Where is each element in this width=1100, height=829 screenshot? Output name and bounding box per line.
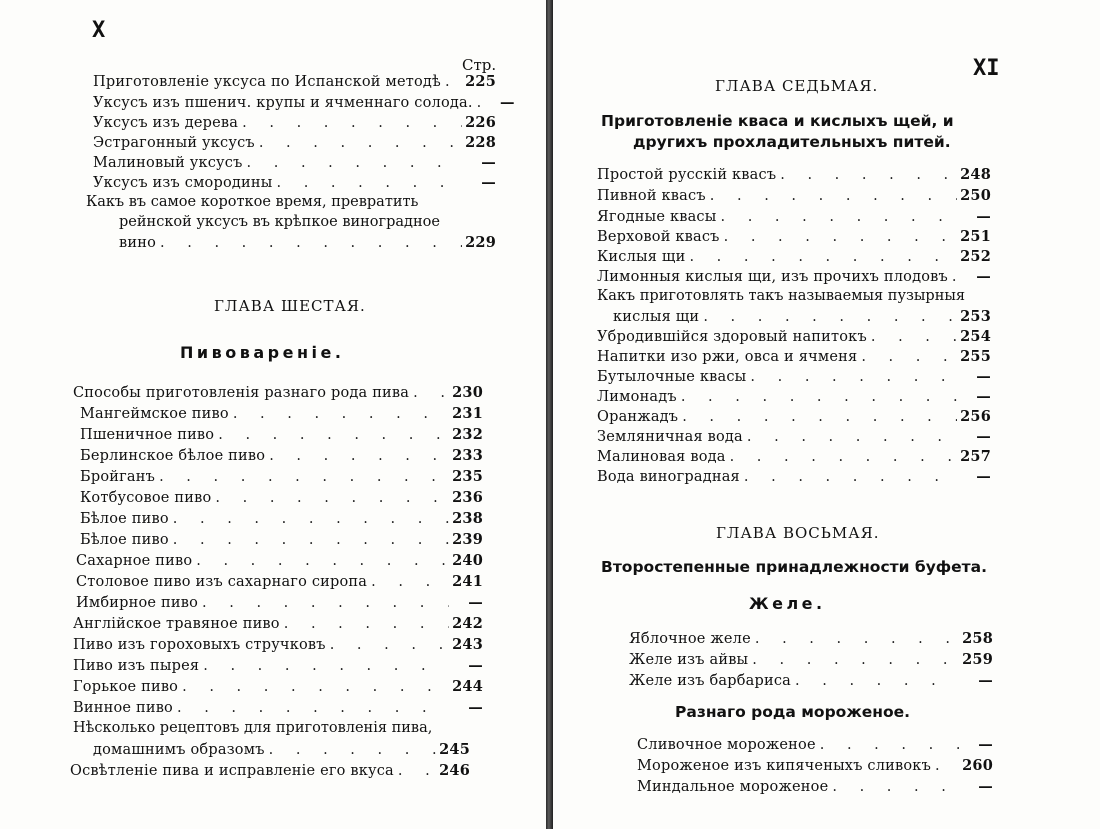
toc-entry: Бутылочные квасы . . . — <box>597 368 991 385</box>
toc-entry: Способы приготовленія разнаго рода пива . . . 230 <box>73 384 483 401</box>
section-heading: Второстепенные принадлежности буфета. <box>601 558 988 576</box>
toc-entry: Имбирное пиво . . . — <box>76 594 483 611</box>
toc-entry: домашнимъ образомъ . . . 245 <box>93 741 470 758</box>
toc-entry-line: Какъ приготовлять такъ называемыя пузырныя <box>597 288 966 304</box>
subsection-heading: Разнаго рода мороженое. <box>675 703 911 721</box>
toc-entry: Желе изъ айвы . . . 259 <box>629 651 993 668</box>
toc-entry: Горькое пиво . . . 244 <box>73 678 483 695</box>
toc-entry: Кислыя щи . . . 252 <box>597 248 991 265</box>
toc-entry: Верховой квасъ . . . 251 <box>597 228 991 245</box>
toc-entry: Вода виноградная . . . — <box>597 468 991 485</box>
toc-entry: Котбусовое пиво . . . 236 <box>80 489 483 506</box>
toc-entry: Убродившійся здоровый напитокъ . . . 254 <box>597 328 991 345</box>
toc-entry: Сахарное пиво . . . 240 <box>76 552 483 569</box>
book-gutter <box>546 0 553 829</box>
toc-entry: кислыя щи . . . 253 <box>613 308 991 325</box>
section-heading: другихъ прохладительныхъ питей. <box>633 133 951 151</box>
toc-entry: Берлинское бѣлое пиво . . . 233 <box>80 447 483 464</box>
toc-entry: Бройганъ . . . 235 <box>80 468 483 485</box>
chapter-heading: ГЛАВА СЕДЬМАЯ. <box>715 77 879 95</box>
toc-entry: Мангеймское пиво . . . 231 <box>80 405 483 422</box>
toc-entry: Пиво изъ пырея . . . — <box>73 657 483 674</box>
toc-entry: Мороженое изъ кипяченыхъ сливокъ . . . 260 <box>637 757 993 774</box>
toc-entry: Лимонныя кислыя щи, изъ прочихъ плодовъ . . . — <box>597 268 991 285</box>
toc-entry: Винное пиво . . . — <box>73 699 483 716</box>
subsection-heading: Желе. <box>749 594 826 613</box>
toc-entry: Сливочное мороженое . . . — <box>637 736 993 753</box>
chapter-heading: ГЛАВА ВОСЬМАЯ. <box>716 524 880 542</box>
toc-entry: Напитки изо ржи, овса и ячменя . . . 255 <box>597 348 991 365</box>
toc-entry: Яблочное желе . . . 258 <box>629 630 993 647</box>
toc-entry-line: Какъ въ самое короткое время, превратить <box>86 194 419 210</box>
page-column-header: Стр. <box>462 56 497 74</box>
toc-entry: Эстрагонный уксусъ . . . 228 <box>93 134 496 151</box>
toc-entry: Миндальное мороженое . . . — <box>637 778 993 795</box>
toc-entry: Лимонадъ . . . — <box>597 388 991 405</box>
toc-entry: Пшеничное пиво . . . 232 <box>80 426 483 443</box>
left-page <box>0 0 546 829</box>
toc-entry: Пиво изъ гороховыхъ стручковъ . . . 243 <box>73 636 483 653</box>
section-heading: Приготовленіе кваса и кислыхъ щей, и <box>601 112 954 130</box>
toc-entry: Освѣтленіе пива и исправленіе его вкуса . . . 246 <box>70 762 470 779</box>
toc-entry: Простой русскій квасъ . . . 248 <box>597 166 991 183</box>
toc-entry: Оранжадъ . . . 256 <box>597 408 991 425</box>
toc-entry: Уксусъ изъ дерева . . . 226 <box>93 114 496 131</box>
toc-entry: Бѣлое пиво . . . 238 <box>80 510 483 527</box>
toc-entry: Англійское травяное пиво . . . 242 <box>73 615 483 632</box>
section-heading: Пивовареніе. <box>180 343 345 362</box>
page-number: X <box>92 18 106 43</box>
toc-entry: Уксусъ изъ смородины . . . — <box>93 174 496 191</box>
toc-entry: Столовое пиво изъ сахарнаго сиропа . . . 241 <box>76 573 483 590</box>
toc-entry: Земляничная вода . . . — <box>597 428 991 445</box>
page-number: XI <box>973 56 1000 81</box>
toc-entry: Малиновая вода . . . 257 <box>597 448 991 465</box>
toc-entry: Желе изъ барбариса . . . — <box>629 672 993 689</box>
toc-entry: Малиновый уксусъ . . . — <box>93 154 496 171</box>
toc-entry-line: рейнской уксусъ въ крѣпкое виноградное <box>119 214 440 230</box>
toc-entry: Приготовленіе уксуса по Испанской методѣ . . . 225 <box>93 73 496 90</box>
toc-entry: Пивной квасъ . . . 250 <box>597 187 991 204</box>
toc-entry: Бѣлое пиво . . . 239 <box>80 531 483 548</box>
toc-entry: Ягодные квасы . . . — <box>597 208 991 225</box>
toc-entry-line: Нѣсколько рецептовъ для приготовленія пива, <box>73 720 433 736</box>
toc-entry: вино . . . 229 <box>119 234 496 251</box>
toc-entry: Уксусъ изъ пшенич. крупы и ячменнаго солода. . . . — <box>93 94 496 111</box>
chapter-heading: ГЛАВА ШЕСТАЯ. <box>214 297 366 315</box>
right-page <box>553 0 1100 829</box>
